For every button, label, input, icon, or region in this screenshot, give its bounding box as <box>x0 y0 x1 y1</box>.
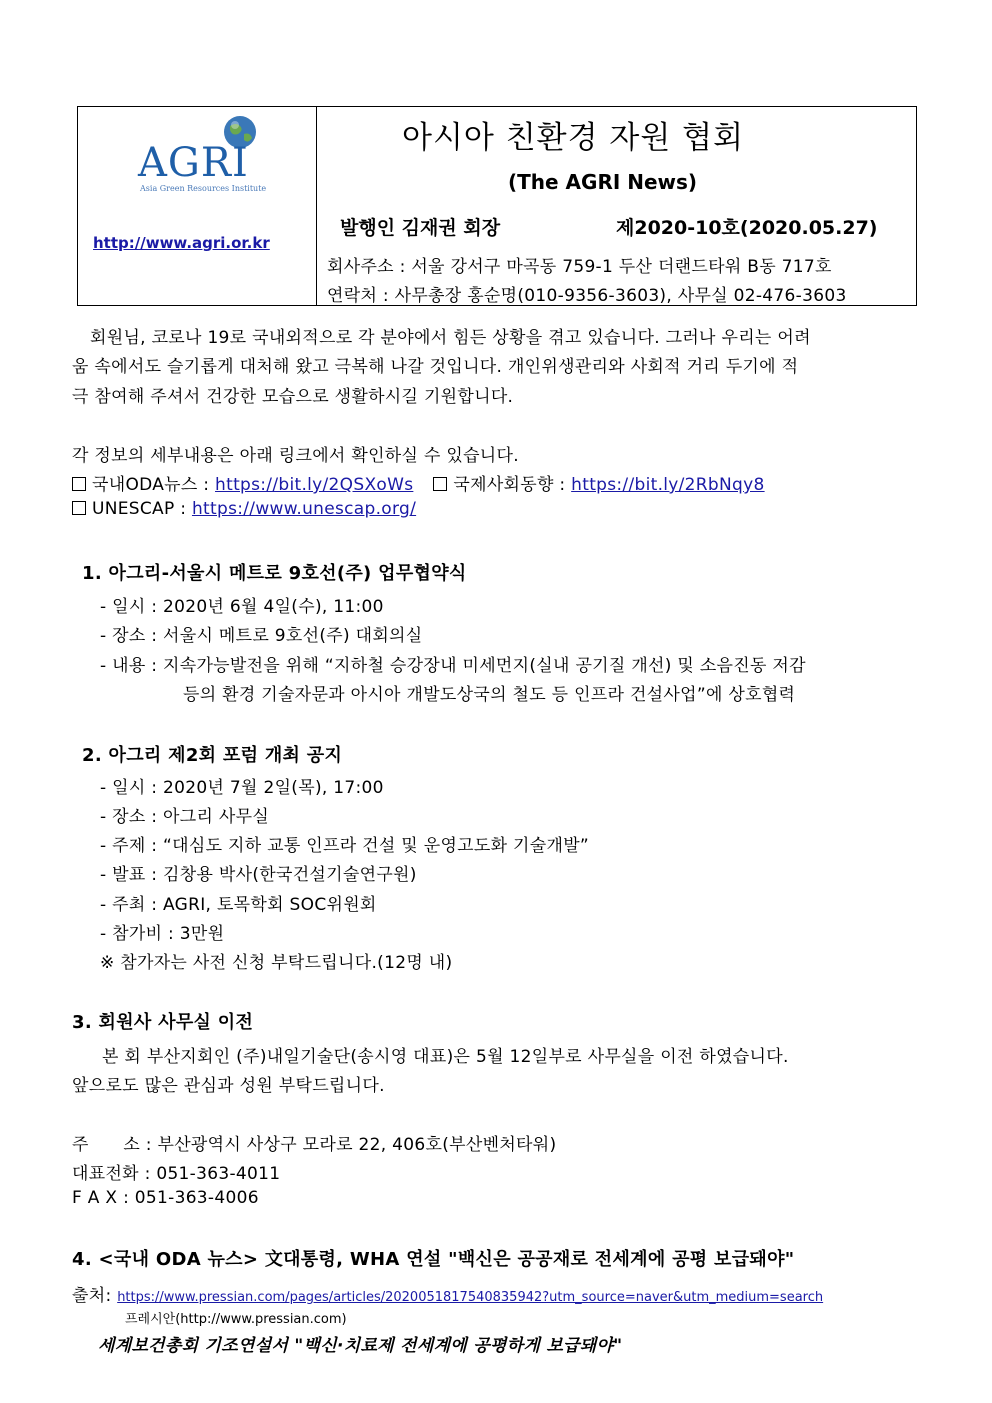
links-heading: 각 정보의 세부내용은 아래 링크에서 확인하실 수 있습니다. <box>72 446 519 466</box>
link-row-1 <box>72 470 765 495</box>
section2-speaker: - 발표 : 김창용 박사(한국건설기술연구원) <box>100 865 417 885</box>
section1-content-2: 등의 환경 기술자문과 아시아 개발도상국의 철도 등 인프라 건설사업”에 상호협력 <box>183 685 796 705</box>
company-address: 회사주소 : 서울 강서구 마곡동 759-1 두산 더랜드타워 B동 717호 <box>327 257 832 277</box>
section1-place: - 장소 : 서울시 메트로 9호선(주) 대회의실 <box>100 626 423 646</box>
section2-place: - 장소 : 아그리 사무실 <box>100 807 270 827</box>
section3-phone: 대표전화 : 051-363-4011 <box>72 1164 281 1184</box>
section3-fax: F A X : 051-363-4006 <box>72 1188 259 1208</box>
source-name: 프레시안(http://www.pressian.com) <box>125 1312 347 1327</box>
section3-body-1: 본 회 부산지회인 (주)내일기술단(송시영 대표)은 5월 12일부로 사무실을 이전 하였습니다. <box>102 1047 789 1067</box>
intl-label: 국제사회동향 : <box>453 475 572 495</box>
newsletter-subtitle: (The AGRI News) <box>508 170 698 194</box>
oda-label: 국내ODA뉴스 : <box>92 475 216 495</box>
section2-host: - 주최 : AGRI, 토목학회 SOC위원회 <box>100 895 377 915</box>
section3-address: 주 소 : 부산광역시 사상구 모라로 22, 406호(부산벤처타워) <box>72 1135 557 1155</box>
website-link[interactable]: http://www.agri.or.kr <box>93 234 270 252</box>
unescap-label: UNESCAP : <box>92 499 192 519</box>
source-link[interactable]: https://www.pressian.com/pages/articles/2020051817540835942?utm_source=naver&utm_medium=search <box>117 1290 824 1305</box>
checkbox-icon <box>72 501 86 515</box>
section2-note: ※ 참가자는 사전 신청 부탁드립니다.(12명 내) <box>100 953 453 973</box>
link-row-2 <box>72 499 416 519</box>
section2-topic: - 주제 : “대심도 지하 교통 인프라 건설 및 운영고도화 기술개발” <box>100 836 590 856</box>
section4-title: 4. <국내 ODA 뉴스> 文대통령, WHA 연설 "백신은 공공재로 전세계에 공평 보급돼야" <box>72 1249 795 1270</box>
intro-line-3: 극 참여해 주셔서 건강한 모습으로 생활하시길 기원합니다. <box>72 387 514 407</box>
section3-body-2: 앞으로도 많은 관심과 성원 부탁드립니다. <box>72 1076 385 1096</box>
section3-title: 3. 회원사 사무실 이전 <box>72 1012 254 1033</box>
oda-link[interactable]: https://bit.ly/2QSXoWs <box>215 475 414 495</box>
section2-title: 2. 아그리 제2회 포럼 개최 공지 <box>82 745 343 766</box>
section4-source-row <box>72 1281 823 1306</box>
unescap-link[interactable]: https://www.unescap.org/ <box>191 499 417 519</box>
header-divider <box>316 106 317 306</box>
intro-line-1: 회원님, 코로나 19로 국내외적으로 각 분야에서 힘든 상황을 겪고 있습니다. 그러나 우리는 어려 <box>90 328 811 348</box>
intro-line-2: 움 속에서도 슬기롭게 대처해 왔고 극복해 나갈 것입니다. 개인위생관리와 사회적 거리 두기에 적 <box>72 357 799 377</box>
section1-title: 1. 아그리-서울시 메트로 9호선(주) 업무협약식 <box>82 563 467 584</box>
checkbox-icon <box>433 477 447 491</box>
issue-number: 제2020-10호(2020.05.27) <box>616 217 878 239</box>
section1-content-1: - 내용 : 지속가능발전을 위해 “지하철 승강장내 미세먼지(실내 공기질 개선) 및 소음진동 저감 <box>100 656 806 676</box>
section2-date: - 일시 : 2020년 7월 2일(목), 17:00 <box>100 778 384 798</box>
intl-link[interactable]: https://bit.ly/2RbNqy8 <box>571 475 765 495</box>
section1-date: - 일시 : 2020년 6월 4일(수), 11:00 <box>100 597 384 617</box>
publisher: 발행인 김재권 회장 <box>340 217 501 239</box>
company-contact: 연락처 : 사무총장 홍순명(010-9356-3603), 사무실 02-476-3603 <box>327 286 847 306</box>
logo-text: AGRI <box>138 140 249 186</box>
section2-fee: - 참가비 : 3만원 <box>100 924 225 944</box>
article-headline: 세계보건총회 기조연설서 "백신·치료제 전세계에 공평하게 보급돼야" <box>98 1336 623 1356</box>
checkbox-icon <box>72 477 86 491</box>
newsletter-title: 아시아 친환경 자원 협회 <box>402 120 745 156</box>
logo-subtext: Asia Green Resources Institute <box>140 184 267 193</box>
source-label: 출처: <box>72 1286 118 1306</box>
